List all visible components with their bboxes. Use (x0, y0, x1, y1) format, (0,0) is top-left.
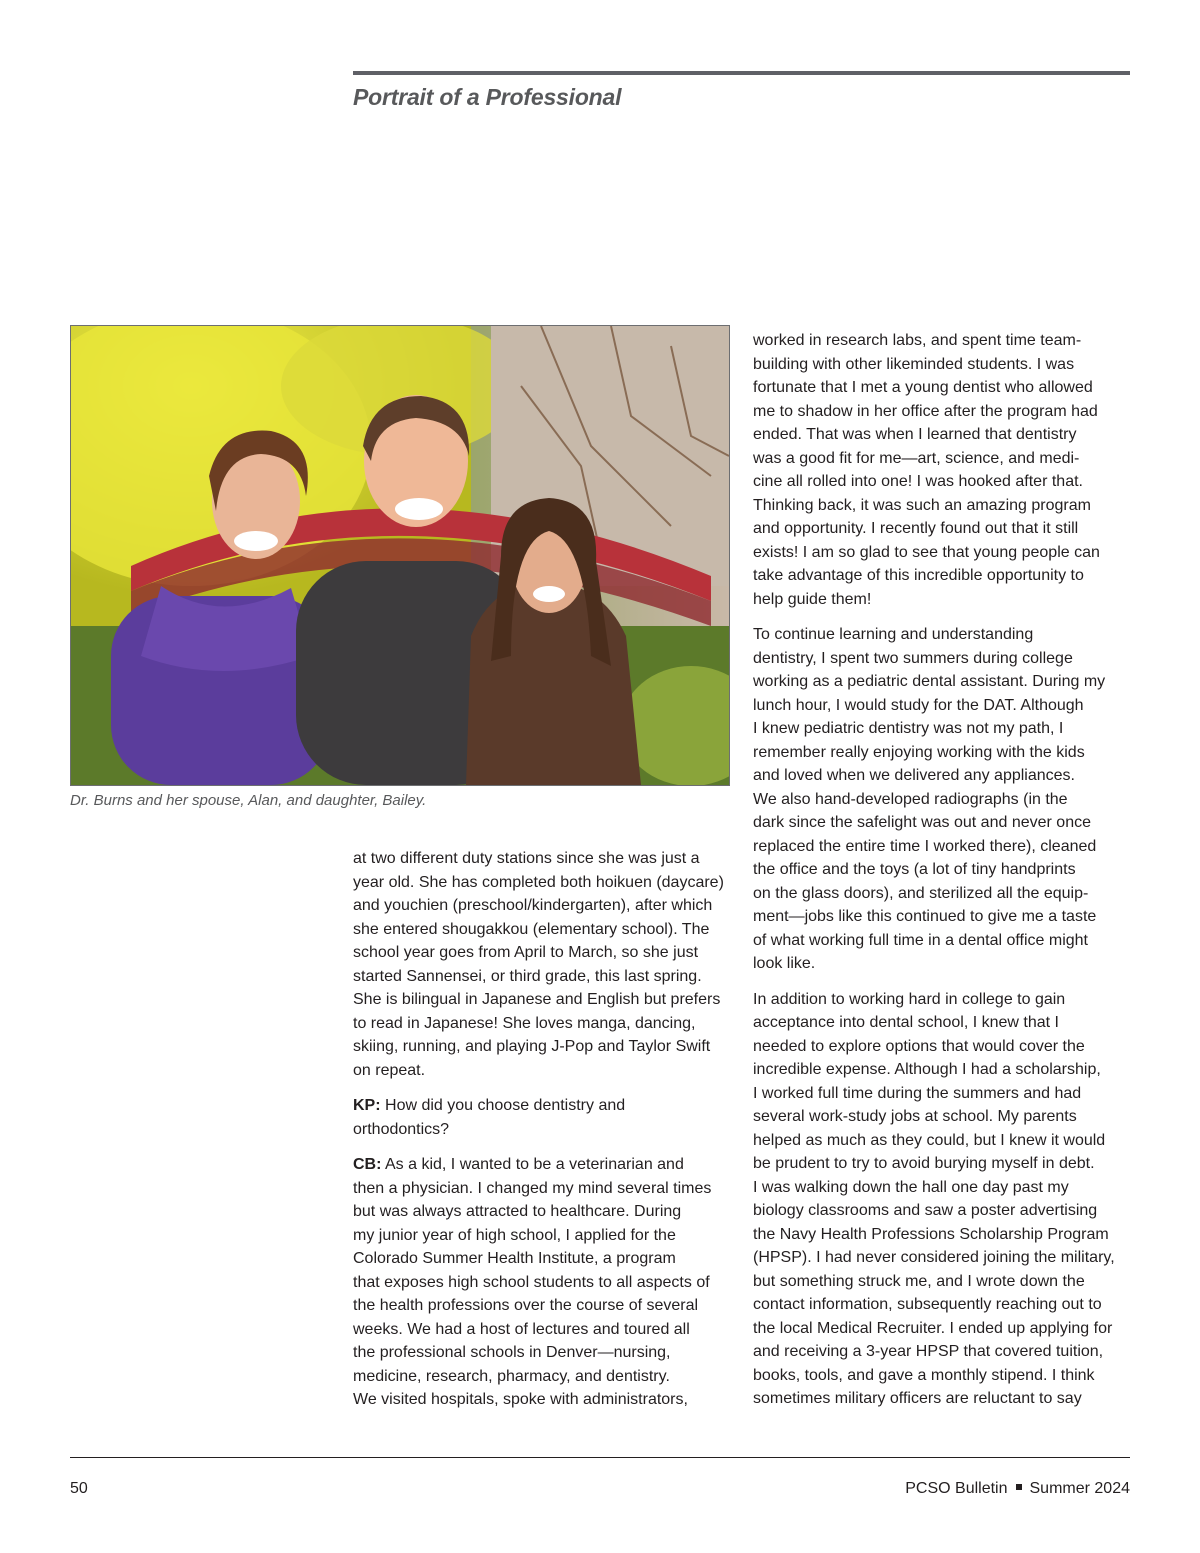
text-line: be prudent to try to avoid burying myself in debt. (753, 1155, 1095, 1172)
page-number: 50 (70, 1480, 88, 1497)
interview-answer (353, 1153, 735, 1412)
text-line: and youchien (preschool/kindergarten), after which (353, 897, 713, 914)
text-line: on the glass doors), and sterilized all the equip- (753, 884, 1089, 902)
text-line (353, 1094, 735, 1118)
text-line: ended. That was when I learned that dentistry (753, 426, 1077, 443)
text-line: that exposes high school students to all aspects of (353, 1273, 710, 1291)
text-line: my junior year of high school, I applied for the (353, 1226, 676, 1244)
text-line: Colorado Summer Health Institute, a program (353, 1250, 676, 1267)
text-line: school year goes from April to March, so she just (353, 944, 699, 961)
text-line: of what working full time in a dental office might (753, 931, 1088, 949)
speaker-label: KP: (353, 1097, 381, 1114)
text-line: several work-study jobs at school. My parents (753, 1108, 1077, 1125)
text-line: cine all rolled into one! I was hooked after that. (753, 473, 1083, 490)
article-paragraph (753, 623, 1135, 976)
text-line: help guide them! (753, 590, 872, 608)
question-text: How did you choose dentistry and (380, 1097, 626, 1114)
text-line: We also hand-developed radiographs (in the (753, 790, 1068, 808)
text-line: then a physician. I changed my mind several times (353, 1179, 712, 1197)
header-rule (353, 71, 1130, 75)
text-line: contact information, subsequently reaching out to (753, 1296, 1102, 1313)
text-line: the local Medical Recruiter. I ended up applying for (753, 1319, 1113, 1337)
text-line: We visited hospitals, spoke with administrators, (353, 1391, 688, 1408)
text-line: take advantage of this incredible opportunity to (753, 567, 1084, 584)
text-line: books, tools, and gave a monthly stipend. I think (753, 1366, 1095, 1384)
text-line (353, 1153, 735, 1177)
text-line: In addition to working hard in college to gain (753, 990, 1066, 1008)
photo-caption: Dr. Burns and her spouse, Alan, and daughter, Bailey. (70, 792, 427, 809)
article-paragraph (353, 847, 735, 1082)
text-line: dark since the safelight was out and never once (753, 814, 1091, 831)
text-line: lunch hour, I would study for the DAT. Although (753, 696, 1084, 714)
text-line: I worked full time during the summers and had (753, 1084, 1082, 1102)
text-line: and opportunity. I recently found out that it still (753, 520, 1079, 537)
text-line: skiing, running, and playing J-Pop and Taylor Swift (353, 1038, 711, 1055)
text-line: worked in research labs, and spent time team- (753, 332, 1082, 349)
text-line: the office and the toys (a lot of tiny handprints (753, 861, 1076, 878)
text-line: orthodontics? (353, 1120, 450, 1138)
running-footer (905, 1480, 1130, 1498)
text-line: to read in Japanese! She loves manga, dancing, (353, 1014, 696, 1032)
text-line: I was walking down the hall one day past my (753, 1178, 1069, 1196)
publication-name: PCSO Bulletin (905, 1480, 1008, 1497)
text-line: biology classrooms and saw a poster advertising (753, 1202, 1098, 1219)
text-line: She is bilingual in Japanese and English but prefers (353, 991, 721, 1008)
text-line: but something struck me, and I wrote down the (753, 1272, 1085, 1290)
text-line: acceptance into dental school, I knew that I (753, 1014, 1059, 1031)
text-line: working as a pediatric dental assistant. During my (753, 673, 1106, 690)
article-column-middle (353, 847, 735, 1424)
text-line: started Sannensei, or third grade, this last spring. (353, 967, 702, 985)
text-line: I knew pediatric dentistry was not my path, I (753, 720, 1064, 737)
text-line: needed to explore options that would cover the (753, 1037, 1085, 1055)
text-line: was a good fit for me—art, science, and medi- (753, 449, 1080, 467)
text-line: To continue learning and understanding (753, 626, 1034, 643)
text-line: she entered shougakkou (elementary school). The (353, 920, 710, 938)
text-line: the Navy Health Professions Scholarship Program (753, 1225, 1109, 1243)
text-line: sometimes military officers are reluctant to say (753, 1390, 1082, 1407)
text-line: fortunate that I met a young dentist who allowed (753, 379, 1093, 396)
text-line: dentistry, I spent two summers during college (753, 649, 1073, 667)
interview-question (353, 1094, 735, 1141)
text-line: and loved when we delivered any appliances. (753, 767, 1075, 784)
text-line: and receiving a 3-year HPSP that covered tuition, (753, 1343, 1104, 1360)
separator-square-icon (1016, 1484, 1022, 1490)
text-line: helped as much as they could, but I knew it would (753, 1131, 1106, 1149)
footer-rule (70, 1457, 1130, 1458)
text-line: the health professions over the course of several (353, 1297, 699, 1314)
answer-text: As a kid, I wanted to be a veterinarian and (381, 1156, 684, 1173)
text-line: building with other likeminded students. I was (753, 355, 1075, 373)
section-title: Portrait of a Professional (353, 84, 622, 110)
text-line: replaced the entire time I worked there), cleaned (753, 837, 1097, 855)
text-line: exists! I am so glad to see that young people can (753, 543, 1100, 561)
article-paragraph (753, 329, 1135, 611)
article-column-right (753, 329, 1135, 1423)
text-line: on repeat. (353, 1061, 426, 1079)
text-line: remember really enjoying working with the kids (753, 743, 1085, 761)
text-line: me to shadow in her office after the program had (753, 402, 1098, 420)
article-paragraph (753, 988, 1135, 1411)
text-line: year old. She has completed both hoikuen (daycare) (353, 873, 724, 891)
text-line: (HPSP). I had never considered joining the military, (753, 1249, 1115, 1266)
text-line: ment—jobs like this continued to give me a taste (753, 908, 1097, 925)
text-line: the professional schools in Denver—nursing, (353, 1344, 671, 1361)
text-line: but was always attracted to healthcare. During (353, 1203, 682, 1220)
family-photo (70, 325, 730, 786)
speaker-label: CB: (353, 1156, 382, 1173)
text-line: incredible expense. Although I had a scholarship, (753, 1061, 1101, 1078)
issue-date: Summer 2024 (1029, 1480, 1130, 1497)
text-line: Thinking back, it was such an amazing program (753, 496, 1091, 514)
text-line: medicine, research, pharmacy, and dentistry. (353, 1367, 670, 1385)
text-line: at two different duty stations since she was just a (353, 850, 700, 867)
text-line: weeks. We had a host of lectures and toured all (353, 1320, 690, 1338)
text-line: look like. (753, 955, 816, 972)
